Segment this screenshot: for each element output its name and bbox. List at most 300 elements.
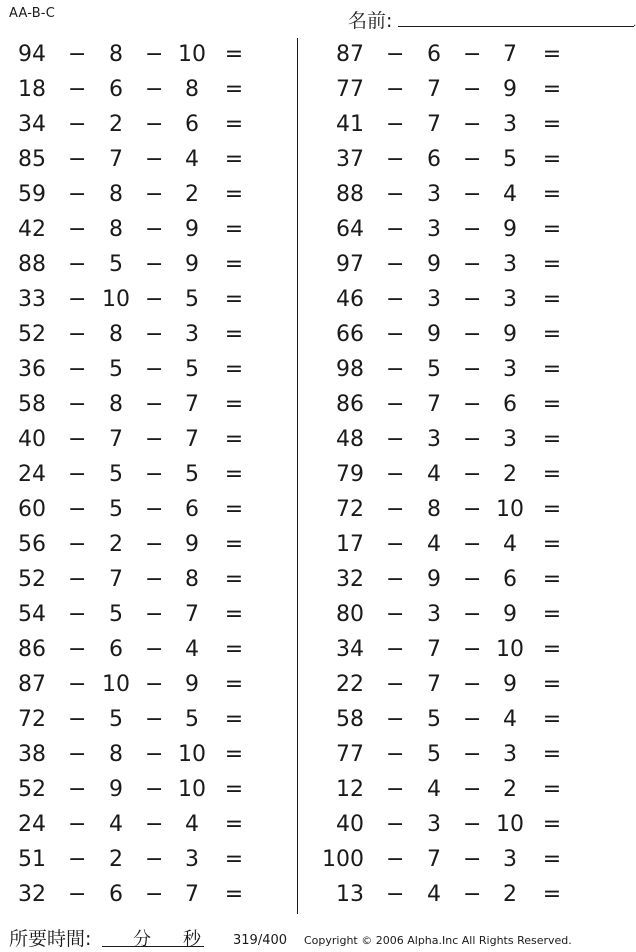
minus-sign: − [386,462,405,487]
second-operand: 6 [109,637,123,662]
second-operand: 3 [427,602,441,627]
first-operand: 77 [336,77,364,102]
first-operand: 48 [336,427,364,452]
minus-sign: − [68,392,87,417]
third-operand: 6 [503,567,517,592]
minus-sign: − [68,882,87,907]
second-operand: 2 [109,532,123,557]
equals-sign: = [542,742,562,767]
first-operand: 58 [336,707,364,732]
problem-row [318,213,598,248]
first-operand: 42 [18,217,46,242]
first-operand: 17 [336,532,364,557]
minus-sign: − [463,847,482,872]
first-operand: 24 [18,462,46,487]
equals-sign: = [542,392,562,417]
first-operand: 41 [336,112,364,137]
minus-sign: − [463,42,482,67]
third-operand: 5 [185,462,199,487]
problem-row [318,738,598,773]
minus-sign: − [463,392,482,417]
first-operand: 51 [18,847,46,872]
second-operand: 3 [427,812,441,837]
third-operand: 10 [178,742,206,767]
minus-sign: − [68,427,87,452]
second-operand: 3 [427,217,441,242]
equals-sign: = [224,462,244,487]
problem-row [318,108,598,143]
minus-sign: − [145,77,164,102]
minus-sign: − [145,42,164,67]
third-operand: 4 [503,532,517,557]
minus-sign: − [386,392,405,417]
first-operand: 34 [336,637,364,662]
equals-sign: = [542,427,562,452]
third-operand: 4 [185,812,199,837]
equals-sign: = [542,182,562,207]
second-operand: 2 [109,112,123,137]
equals-sign: = [224,147,244,172]
problem-row [318,703,598,738]
second-operand: 7 [109,147,123,172]
problem-row [0,283,280,318]
minus-sign: − [463,427,482,452]
third-operand: 9 [185,672,199,697]
problem-row [318,283,598,318]
first-operand: 38 [18,742,46,767]
first-operand: 56 [18,532,46,557]
equals-sign: = [224,672,244,697]
equals-sign: = [224,357,244,382]
second-operand: 8 [109,42,123,67]
third-operand: 10 [178,42,206,67]
minus-sign: − [145,742,164,767]
minus-sign: − [386,77,405,102]
minus-sign: − [68,672,87,697]
first-operand: 52 [18,777,46,802]
second-operand: 4 [427,882,441,907]
equals-sign: = [542,42,562,67]
second-operand: 3 [427,182,441,207]
minus-sign: − [386,182,405,207]
minus-sign: − [68,637,87,662]
problem-row [0,773,280,808]
problem-row [318,423,598,458]
minus-sign: − [463,742,482,767]
minus-sign: − [68,287,87,312]
problem-row [318,878,598,913]
first-operand: 97 [336,252,364,277]
equals-sign: = [542,882,562,907]
third-operand: 5 [503,147,517,172]
problem-row [318,318,598,353]
second-operand: 5 [109,602,123,627]
equals-sign: = [224,847,244,872]
second-operand: 2 [109,847,123,872]
first-operand: 77 [336,742,364,767]
third-operand: 4 [503,707,517,732]
minus-sign: − [463,707,482,732]
first-operand: 52 [18,567,46,592]
minus-sign: − [463,217,482,242]
problem-row [318,248,598,283]
problem-row [0,388,280,423]
second-operand: 9 [427,567,441,592]
third-operand: 9 [185,532,199,557]
problem-row [318,808,598,843]
footer [0,922,600,952]
problem-row [0,38,280,73]
minus-sign: − [68,742,87,767]
seconds-label: 秒 [183,929,201,950]
equals-sign: = [542,812,562,837]
equals-sign: = [542,322,562,347]
minus-sign: − [145,392,164,417]
problem-row [318,143,598,178]
minus-sign: − [463,182,482,207]
equals-sign: = [224,532,244,557]
name-label: 名前: [348,10,393,32]
first-operand: 87 [336,42,364,67]
minus-sign: − [68,217,87,242]
minus-sign: − [68,532,87,557]
minus-sign: − [68,567,87,592]
second-operand: 8 [109,742,123,767]
problem-row [0,213,280,248]
first-operand: 80 [336,602,364,627]
problem-row [0,178,280,213]
first-operand: 52 [18,322,46,347]
equals-sign: = [224,77,244,102]
third-operand: 4 [503,182,517,207]
third-operand: 4 [185,147,199,172]
third-operand: 9 [503,322,517,347]
minus-sign: − [145,357,164,382]
minus-sign: − [68,462,87,487]
equals-sign: = [224,182,244,207]
minus-sign: − [145,427,164,452]
third-operand: 8 [185,77,199,102]
problem-row [0,703,280,738]
equals-sign: = [542,217,562,242]
minus-sign: − [145,252,164,277]
worksheet-code: AA-B-C [9,6,55,21]
equals-sign: = [542,532,562,557]
minus-sign: − [463,287,482,312]
third-operand: 3 [503,847,517,872]
problem-row [318,528,598,563]
third-operand: 3 [503,357,517,382]
third-operand: 7 [185,602,199,627]
equals-sign: = [224,252,244,277]
first-operand: 88 [18,252,46,277]
minus-sign: − [145,637,164,662]
minus-sign: − [68,602,87,627]
third-operand: 6 [185,497,199,522]
second-operand: 5 [427,742,441,767]
minus-sign: − [145,147,164,172]
equals-sign: = [224,287,244,312]
problem-row [0,843,280,878]
first-operand: 100 [322,847,364,872]
problem-row [318,773,598,808]
minus-sign: − [68,77,87,102]
minus-sign: − [463,812,482,837]
equals-sign: = [542,77,562,102]
third-operand: 3 [185,847,199,872]
minus-sign: − [68,847,87,872]
minus-sign: − [68,42,87,67]
second-operand: 5 [109,707,123,732]
second-operand: 3 [427,427,441,452]
second-operand: 10 [102,672,130,697]
minus-sign: − [68,812,87,837]
minus-sign: − [386,742,405,767]
page-number: 319/400 [233,933,288,948]
first-operand: 59 [18,182,46,207]
equals-sign: = [542,672,562,697]
third-operand: 3 [185,322,199,347]
right-problem-column [318,38,598,913]
minus-sign: − [463,252,482,277]
equals-sign: = [224,497,244,522]
second-operand: 7 [109,567,123,592]
second-operand: 7 [427,112,441,137]
third-operand: 8 [185,567,199,592]
third-operand: 6 [185,112,199,137]
first-operand: 72 [18,707,46,732]
second-operand: 9 [427,322,441,347]
second-operand: 5 [109,462,123,487]
problem-row [0,143,280,178]
third-operand: 5 [185,287,199,312]
second-operand: 5 [427,357,441,382]
minus-sign: − [386,812,405,837]
second-operand: 3 [427,287,441,312]
second-operand: 5 [109,252,123,277]
third-operand: 7 [185,392,199,417]
minus-sign: − [463,672,482,697]
problem-row [318,563,598,598]
minus-sign: − [145,497,164,522]
equals-sign: = [224,42,244,67]
first-operand: 72 [336,497,364,522]
first-operand: 88 [336,182,364,207]
third-operand: 9 [185,252,199,277]
equals-sign: = [542,602,562,627]
problem-row [0,633,280,668]
minus-sign: − [145,112,164,137]
minus-sign: − [68,777,87,802]
minus-sign: − [145,462,164,487]
problem-row [318,633,598,668]
first-operand: 54 [18,602,46,627]
first-operand: 12 [336,777,364,802]
first-operand: 85 [18,147,46,172]
equals-sign: = [224,602,244,627]
problem-row [318,668,598,703]
equals-sign: = [224,812,244,837]
problem-row [318,73,598,108]
minus-sign: − [386,707,405,732]
equals-sign: = [224,392,244,417]
second-operand: 6 [427,147,441,172]
first-operand: 34 [18,112,46,137]
minus-sign: − [68,182,87,207]
problem-row [0,248,280,283]
third-operand: 7 [185,427,199,452]
third-operand: 9 [503,77,517,102]
equals-sign: = [542,357,562,382]
minus-sign: − [68,357,87,382]
problem-row [318,38,598,73]
minus-sign: − [463,567,482,592]
name-end-mark: . [633,18,636,29]
minus-sign: − [386,357,405,382]
minus-sign: − [68,112,87,137]
time-required-label: 所要時間: [9,928,92,950]
second-operand: 6 [109,882,123,907]
minus-sign: − [463,357,482,382]
minus-sign: − [463,77,482,102]
equals-sign: = [224,707,244,732]
name-underline[interactable] [398,26,634,27]
first-operand: 18 [18,77,46,102]
equals-sign: = [224,637,244,662]
equals-sign: = [224,742,244,767]
copyright-notice: Copyright © 2006 Alpha.Inc All Rights Reserved. [304,934,572,947]
first-operand: 87 [18,672,46,697]
first-operand: 40 [336,812,364,837]
minus-sign: − [145,812,164,837]
third-operand: 3 [503,112,517,137]
third-operand: 6 [503,392,517,417]
third-operand: 3 [503,427,517,452]
second-operand: 6 [427,42,441,67]
third-operand: 2 [503,462,517,487]
third-operand: 2 [503,777,517,802]
minus-sign: − [463,777,482,802]
equals-sign: = [224,567,244,592]
equals-sign: = [542,707,562,732]
third-operand: 10 [496,812,524,837]
equals-sign: = [542,847,562,872]
first-operand: 24 [18,812,46,837]
minus-sign: − [463,112,482,137]
third-operand: 4 [185,637,199,662]
minus-sign: − [145,882,164,907]
first-operand: 32 [18,882,46,907]
equals-sign: = [542,462,562,487]
first-operand: 37 [336,147,364,172]
third-operand: 9 [503,602,517,627]
third-operand: 7 [503,42,517,67]
problem-row [0,563,280,598]
first-operand: 94 [18,42,46,67]
minus-sign: − [386,672,405,697]
third-operand: 3 [503,742,517,767]
minus-sign: − [386,567,405,592]
minutes-label: 分 [133,929,151,950]
equals-sign: = [224,217,244,242]
first-operand: 64 [336,217,364,242]
problem-row [0,108,280,143]
equals-sign: = [542,777,562,802]
minus-sign: − [386,287,405,312]
equals-sign: = [224,427,244,452]
problem-row [0,598,280,633]
minus-sign: − [463,532,482,557]
second-operand: 7 [427,672,441,697]
minus-sign: − [463,637,482,662]
minus-sign: − [386,532,405,557]
equals-sign: = [224,777,244,802]
second-operand: 5 [427,707,441,732]
first-operand: 22 [336,672,364,697]
second-operand: 4 [109,812,123,837]
minus-sign: − [68,147,87,172]
minus-sign: − [145,217,164,242]
problem-row [0,878,280,913]
problem-row [318,388,598,423]
minus-sign: − [386,847,405,872]
third-operand: 9 [185,217,199,242]
third-operand: 2 [185,182,199,207]
column-divider [297,38,298,914]
second-operand: 7 [427,77,441,102]
second-operand: 7 [427,392,441,417]
third-operand: 10 [496,497,524,522]
problem-row [0,528,280,563]
minus-sign: − [463,497,482,522]
first-operand: 79 [336,462,364,487]
second-operand: 8 [109,217,123,242]
minus-sign: − [145,287,164,312]
second-operand: 7 [427,847,441,872]
minus-sign: − [463,462,482,487]
third-operand: 2 [503,882,517,907]
minus-sign: − [145,847,164,872]
first-operand: 58 [18,392,46,417]
third-operand: 5 [185,357,199,382]
second-operand: 5 [109,497,123,522]
problem-row [318,458,598,493]
third-operand: 9 [503,672,517,697]
first-operand: 40 [18,427,46,452]
third-operand: 10 [496,637,524,662]
second-operand: 5 [109,357,123,382]
problem-row [318,493,598,528]
second-operand: 9 [109,777,123,802]
minus-sign: − [68,252,87,277]
problem-row [0,738,280,773]
second-operand: 8 [427,497,441,522]
equals-sign: = [224,112,244,137]
minus-sign: − [463,147,482,172]
problem-row [0,73,280,108]
minus-sign: − [145,567,164,592]
second-operand: 4 [427,462,441,487]
first-operand: 98 [336,357,364,382]
problem-row [0,808,280,843]
third-operand: 9 [503,217,517,242]
problem-row [0,458,280,493]
problem-row [318,843,598,878]
first-operand: 32 [336,567,364,592]
third-operand: 3 [503,287,517,312]
minus-sign: − [386,252,405,277]
third-operand: 10 [178,777,206,802]
